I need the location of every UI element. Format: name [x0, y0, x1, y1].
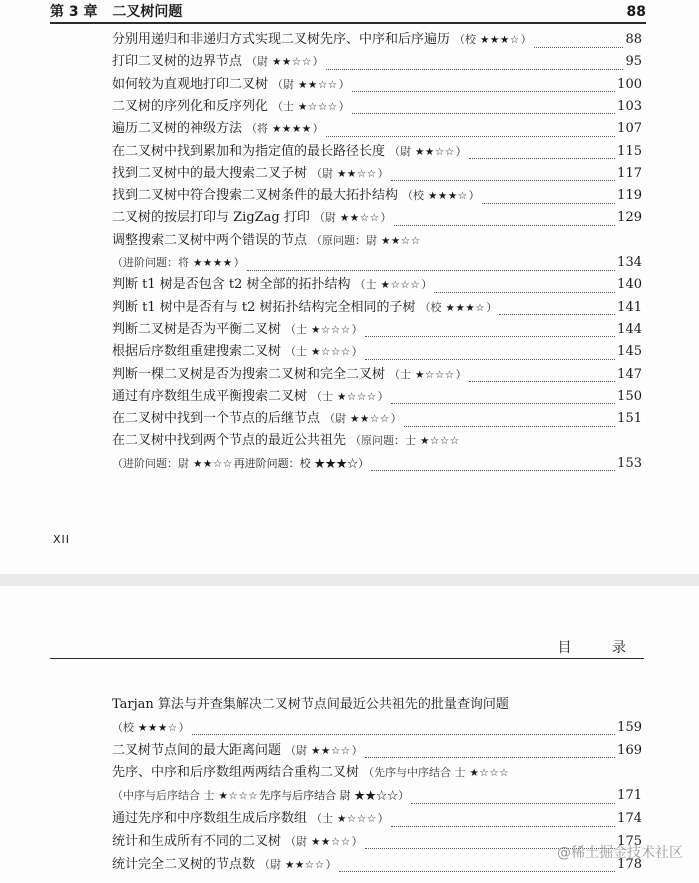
toc-entry	[112, 785, 642, 807]
entry-note-close: ）	[338, 77, 350, 91]
entry-note-close: 再进阶问题：校 ★★★☆）	[233, 456, 370, 470]
toc-entry	[112, 319, 642, 341]
entry-title: 二叉树节点间的最大距离问题	[112, 742, 282, 758]
dot-leader	[434, 278, 615, 293]
difficulty-stars: ★★☆☆	[337, 167, 377, 180]
difficulty-stars: ★☆☆☆	[311, 346, 351, 359]
entry-title: 打印二叉树的边界节点	[112, 54, 243, 70]
entry-difficulty-note: （原问题：尉	[311, 233, 378, 247]
entry-difficulty-note: （士	[311, 389, 334, 403]
entry-page-number: 117	[617, 165, 642, 181]
chapter-page-number: 88	[626, 4, 646, 20]
toc-entry	[112, 762, 642, 784]
entry-difficulty-note: （尉	[311, 166, 334, 180]
difficulty-stars: ★☆☆☆	[380, 279, 421, 292]
toc-entry	[112, 274, 642, 296]
entry-title: 先序、中序和后序数组两两结合重构二叉树	[112, 765, 360, 781]
page-divider	[0, 574, 699, 586]
dot-leader	[499, 300, 615, 315]
entry-title: 判断二叉树是否为平衡二叉树	[112, 321, 282, 337]
entry-title: 二叉树的按层打印与 ZigZag 打印	[112, 210, 310, 226]
dot-leader	[404, 412, 616, 427]
difficulty-stars: ★★☆☆	[415, 145, 455, 158]
entry-note-close: ）	[486, 300, 498, 314]
dot-leader	[365, 322, 616, 337]
entry-difficulty-note: （尉	[272, 77, 295, 91]
difficulty-stars: ★★☆☆	[272, 56, 312, 69]
entry-title: 在二叉树中找到两个节点的最近公共祖先	[112, 433, 347, 449]
entry-difficulty-note: （校	[454, 33, 477, 46]
entry-difficulty-note: （进阶问题：将	[112, 256, 189, 269]
toc-entry	[112, 408, 642, 430]
entry-page-number: 169	[617, 742, 642, 758]
toc-entry	[112, 74, 642, 96]
entry-difficulty-note: （进阶问题：尉	[112, 456, 189, 470]
dot-leader	[352, 99, 616, 114]
entry-title: 统计完全二叉树的节点数	[112, 856, 256, 872]
dot-leader	[365, 743, 616, 758]
toc-entry	[112, 364, 642, 386]
entry-page-number: 129	[617, 210, 642, 226]
entry-note-close: ）	[377, 812, 389, 825]
entry-note-close: ）	[233, 256, 245, 269]
entry-note-close: ）	[351, 834, 363, 848]
entry-page-number: 141	[617, 299, 642, 315]
entry-page-number: 88	[625, 32, 642, 47]
entry-page-number: 95	[625, 54, 642, 70]
dot-leader	[326, 55, 624, 70]
difficulty-stars: ★★★☆	[428, 190, 468, 203]
entry-title: 在二叉树中找到累加和为指定值的最长路径长度	[112, 143, 386, 159]
dot-leader	[469, 144, 616, 159]
entry-page-number: 171	[617, 788, 642, 804]
toc-entry	[112, 386, 642, 408]
chapter-heading	[50, 2, 646, 24]
entry-difficulty-note: （士	[389, 367, 412, 381]
toc-entry	[112, 230, 642, 252]
entry-title: 判断 t1 树是否包含 t2 树全部的拓扑结构	[112, 277, 351, 293]
entry-note-close: ）	[351, 743, 363, 757]
entry-note-close: 先序与后序结合 尉 ★★☆☆）	[259, 789, 410, 803]
entry-page-number: 144	[617, 321, 642, 337]
toc-entry	[112, 118, 642, 140]
dot-leader	[365, 345, 616, 360]
difficulty-stars: ★☆☆☆	[469, 767, 510, 780]
dot-leader	[534, 33, 624, 48]
entry-note-close: ）	[312, 122, 324, 136]
entry-page-number: 134	[617, 255, 642, 270]
toc-entry	[112, 29, 642, 51]
entry-page-number: 153	[617, 455, 642, 471]
entry-difficulty-note: （士	[311, 812, 334, 825]
entry-page-number: 140	[617, 277, 642, 293]
chapter-number: 第 3 章	[50, 4, 98, 20]
dot-leader	[391, 812, 616, 827]
entry-note-close: ）	[351, 345, 363, 359]
entry-title: 通过有序数组生成平衡搜索二叉树	[112, 388, 308, 404]
entry-note-close: ）	[468, 189, 480, 203]
entry-page-number: 115	[617, 143, 642, 159]
entry-difficulty-note: （尉	[324, 412, 347, 426]
entry-note-close: ）	[312, 55, 324, 69]
dot-leader	[192, 720, 616, 735]
entry-note-close: ）	[377, 166, 389, 180]
entry-page-number: 103	[617, 98, 642, 114]
entry-title: 通过先序和中序数组生成后序数组	[112, 811, 308, 826]
difficulty-stars: ★★☆☆	[350, 413, 390, 426]
entry-difficulty-note: （士	[272, 99, 295, 113]
running-header: 目 录	[50, 638, 644, 659]
dot-leader	[391, 389, 616, 404]
difficulty-stars: ★★★☆	[138, 721, 178, 734]
difficulty-stars: ★★☆☆	[285, 858, 325, 871]
dot-leader	[411, 789, 615, 804]
difficulty-stars: ★★☆☆	[311, 744, 351, 757]
toc-entry	[112, 694, 642, 716]
entry-page-number: 178	[617, 856, 642, 872]
entry-note-close: ）	[178, 720, 190, 734]
entry-title: 判断 t1 树中是否有与 t2 树拓扑结构完全相同的子树	[112, 299, 416, 315]
entry-difficulty-note: （尉	[259, 857, 282, 871]
entry-note-close: ）	[377, 389, 389, 403]
toc-entry	[112, 163, 642, 185]
toc-entry	[112, 207, 642, 229]
entry-page-number: 159	[617, 719, 642, 735]
entry-title: 二叉树的序列化和反序列化	[112, 98, 269, 114]
entry-note-close: ）	[421, 278, 433, 292]
entry-title: 如何较为直观地打印二叉树	[112, 76, 269, 92]
difficulty-stars: ★☆☆☆	[337, 390, 377, 403]
entry-difficulty-note: （先序与中序结合 士	[363, 766, 466, 780]
toc-entry	[112, 808, 642, 830]
entry-difficulty-note: （尉	[313, 211, 336, 225]
entry-difficulty-note: （原问题：士	[350, 434, 417, 448]
entry-note-close: ）	[338, 99, 350, 113]
entry-note-close: ）	[455, 367, 467, 381]
dot-leader	[469, 367, 616, 382]
toc-entry	[112, 341, 642, 363]
entry-page-number: 107	[617, 121, 642, 137]
toc-entry	[112, 430, 642, 452]
dot-leader	[391, 166, 616, 181]
chapter-title: 二叉树问题	[112, 4, 183, 20]
watermark: @稀土掘金技术社区	[557, 845, 683, 861]
entry-page-number: 151	[617, 411, 642, 427]
difficulty-stars: ★☆☆☆	[337, 813, 377, 825]
difficulty-stars: ★☆☆☆	[420, 435, 460, 448]
entry-difficulty-note: （士	[354, 278, 377, 292]
entry-page-number: 175	[617, 833, 642, 849]
toc-entry	[112, 141, 642, 163]
entry-difficulty-note: （校	[112, 720, 134, 734]
dot-leader	[394, 211, 616, 226]
difficulty-stars: ★☆☆☆	[218, 790, 259, 803]
entry-note-close: ）	[455, 144, 467, 158]
difficulty-stars: ★☆☆☆	[415, 368, 455, 381]
entry-title: 分别用递归和非递归方式实现二叉树先序、中序和后序遍历	[112, 32, 451, 47]
entry-note-close: ）	[390, 412, 402, 426]
toc-entry	[112, 740, 642, 762]
entry-difficulty-note: （尉	[285, 743, 308, 757]
dot-leader	[371, 456, 615, 471]
entry-difficulty-note: （士	[285, 345, 308, 359]
entry-difficulty-note: （尉	[246, 55, 269, 69]
entry-title: 找到二叉树中符合搜索二叉树条件的最大拓扑结构	[112, 188, 399, 204]
toc-entry	[112, 185, 642, 207]
difficulty-stars: ★★★☆	[445, 301, 486, 314]
difficulty-stars: ★★★★	[272, 123, 312, 136]
entry-note-close: ）	[520, 33, 532, 46]
entry-title: 根据后序数组重建搜索二叉树	[112, 344, 282, 360]
entry-page-number: 119	[617, 188, 642, 204]
entry-difficulty-note: （尉	[389, 144, 412, 158]
entry-difficulty-note: （校	[402, 189, 425, 203]
toc-page-lower	[0, 586, 699, 883]
difficulty-stars: ★☆☆☆	[311, 323, 351, 336]
difficulty-stars: ★★★★	[193, 257, 233, 269]
entry-title: Tarjan 算法与并查集解决二叉树节点间最近公共祖先的批量查询问题	[112, 697, 509, 712]
roman-page-number: XII	[53, 533, 71, 546]
difficulty-stars: ★★☆☆	[193, 457, 233, 470]
difficulty-stars: ★★☆☆	[381, 234, 421, 247]
difficulty-stars: ★★☆☆	[339, 212, 380, 225]
toc-entry	[112, 252, 642, 274]
toc-entry	[112, 717, 642, 739]
entry-title: 调整搜索二叉树中两个错误的节点	[112, 232, 308, 248]
dot-leader	[247, 256, 616, 271]
entry-difficulty-note: （将	[246, 122, 269, 136]
entry-page-number: 147	[617, 366, 642, 382]
entry-page-number: 150	[617, 388, 642, 404]
entry-difficulty-note: （尉	[285, 834, 308, 848]
entry-page-number: 100	[617, 76, 642, 92]
entry-note-close: ）	[351, 322, 363, 336]
difficulty-stars: ★★☆☆	[298, 78, 338, 91]
dot-leader	[482, 189, 616, 204]
dot-leader	[326, 122, 616, 137]
entry-difficulty-note: （中序与后序结合 士	[112, 789, 215, 803]
entry-title: 遍历二叉树的神级方法	[112, 121, 243, 137]
entry-page-number: 174	[617, 811, 642, 826]
toc-entry	[112, 297, 642, 319]
entry-title: 统计和生成所有不同的二叉树	[112, 833, 282, 849]
toc-entry	[112, 96, 642, 118]
entry-page-number: 145	[617, 344, 642, 360]
entry-title: 判断一棵二叉树是否为搜索二叉树和完全二叉树	[112, 366, 386, 382]
toc-entry	[112, 51, 642, 73]
dot-leader	[352, 77, 616, 92]
difficulty-stars: ★★★☆	[480, 34, 520, 46]
entry-title: 在二叉树中找到一个节点的后继节点	[112, 411, 321, 427]
entry-note-close: ）	[380, 211, 392, 225]
toc-entry	[112, 453, 642, 475]
entry-difficulty-note: （校	[419, 300, 442, 314]
entry-note-close: ）	[325, 857, 337, 871]
entry-title: 找到二叉树中的最大搜索二叉子树	[112, 165, 308, 181]
difficulty-stars: ★★☆☆	[311, 835, 351, 848]
entry-difficulty-note: （士	[285, 322, 308, 336]
difficulty-stars: ★☆☆☆	[298, 100, 338, 113]
